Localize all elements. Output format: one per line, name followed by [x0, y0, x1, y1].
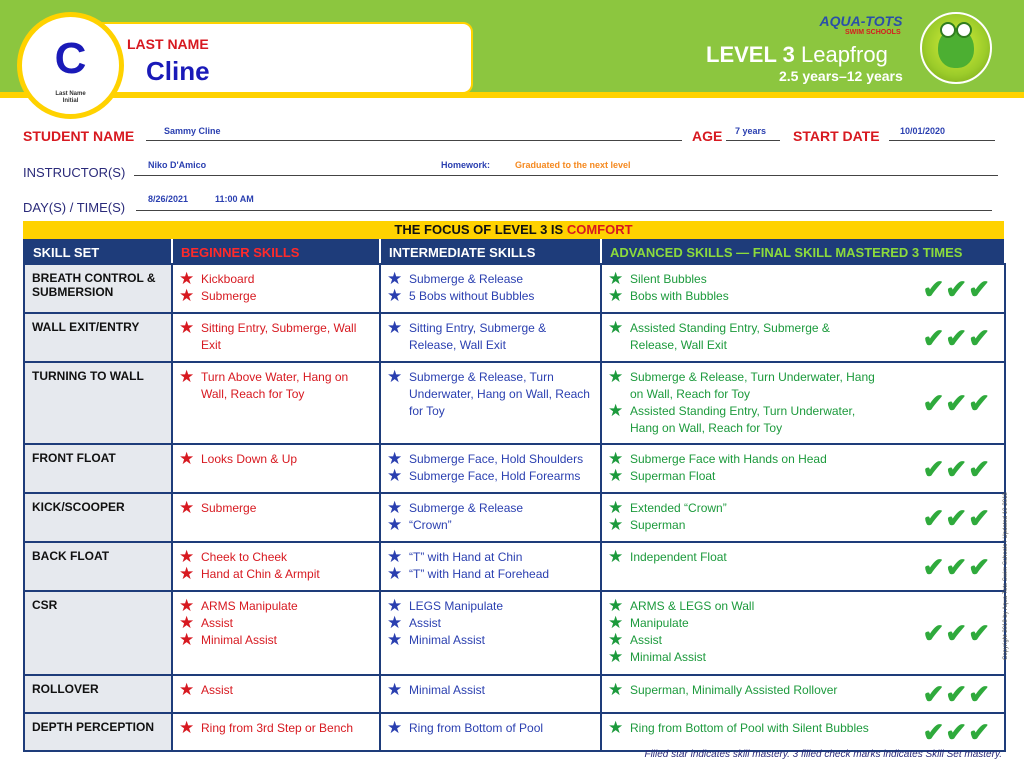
star-icon[interactable]: ★ — [608, 647, 624, 666]
table-row — [24, 444, 1005, 493]
advanced-skills-cell — [601, 444, 1005, 493]
skill-item-label: Manipulate — [630, 616, 689, 630]
check-mark-icon[interactable]: ✔ — [922, 502, 945, 533]
skill-item — [387, 369, 594, 420]
time-field[interactable]: 11:00 AM — [215, 194, 254, 204]
skill-item — [179, 615, 373, 632]
start-date-line — [889, 140, 995, 141]
skill-item-label: Superman, Minimally Assisted Rollover — [630, 683, 838, 697]
days-row — [23, 195, 125, 215]
star-icon[interactable]: ★ — [608, 613, 624, 632]
student-name-row — [23, 124, 134, 144]
star-icon[interactable]: ★ — [608, 449, 624, 468]
skill-item-label: Ring from 3rd Step or Bench — [201, 721, 354, 735]
skill-item — [387, 566, 594, 583]
table-row — [24, 675, 1005, 713]
intermediate-skills-cell — [380, 675, 601, 713]
focus-prefix: THE FOCUS OF LEVEL 3 IS — [394, 222, 564, 237]
student-name-label: STUDENT NAME — [23, 128, 135, 144]
skill-item-label: Independent Float — [630, 550, 727, 564]
skill-item — [179, 271, 373, 288]
skill-item — [608, 649, 878, 666]
check-mark-icon[interactable]: ✔ — [922, 388, 945, 418]
check-mark-icon[interactable]: ✔ — [922, 679, 945, 709]
skill-item-label: “T” with Hand at Forehead — [409, 567, 550, 581]
skill-item-label: Ring from Bottom of Pool — [409, 721, 544, 735]
star-icon[interactable]: ★ — [387, 498, 403, 517]
skill-item — [608, 288, 878, 305]
skill-item-label: Cheek to Cheek — [201, 550, 288, 564]
skill-item — [608, 451, 878, 468]
skill-item-label: Assisted Standing Entry, Turn Underwater, Hang on Wall, Reach for Toy — [630, 404, 856, 435]
mastery-checks — [922, 453, 990, 484]
star-icon[interactable]: ★ — [387, 449, 403, 468]
skill-item — [608, 271, 878, 288]
skill-item-label: Assist — [630, 633, 663, 647]
mastery-checks — [922, 719, 990, 745]
star-icon[interactable]: ★ — [608, 286, 624, 305]
check-mark-icon[interactable]: ✔ — [968, 388, 990, 418]
instructor-field[interactable]: Niko D'Amico — [148, 160, 207, 170]
skill-item-label: Extended “Crown” — [630, 501, 727, 515]
skill-item-label: Submerge Face, Hold Forearms — [409, 469, 581, 483]
skill-item — [179, 632, 373, 649]
instructor-row — [23, 160, 125, 180]
start-date-field[interactable]: 10/01/2020 — [900, 126, 946, 136]
skill-item-label: Submerge & Release, Turn Underwater, Hang on Wall, Reach for Toy — [630, 370, 875, 401]
skill-item-label: Sitting Entry, Submerge & Release, Wall Exit — [409, 321, 547, 352]
check-mark-icon[interactable]: ✔ — [922, 453, 945, 484]
star-icon[interactable]: ★ — [387, 630, 403, 649]
col-intermediate: INTERMEDIATE SKILLS — [380, 240, 601, 264]
star-icon[interactable]: ★ — [608, 547, 624, 566]
beginner-skills-cell — [172, 264, 380, 313]
intermediate-skills-cell — [380, 444, 601, 493]
skill-item — [608, 682, 878, 699]
star-icon[interactable]: ★ — [608, 596, 624, 615]
check-mark-icon[interactable]: ✔ — [922, 551, 945, 582]
day-field[interactable]: 8/26/2021 — [148, 194, 189, 204]
table-row — [24, 313, 1005, 362]
skill-item-label: Minimal Assist — [409, 683, 486, 697]
skill-item-label: ARMS Manipulate — [201, 599, 298, 613]
beginner-skills-cell — [172, 675, 380, 713]
skill-item — [608, 549, 878, 566]
star-icon[interactable]: ★ — [387, 547, 403, 566]
intermediate-skills-cell — [380, 264, 601, 313]
star-icon[interactable]: ★ — [179, 718, 195, 737]
skill-set-cell: BREATH CONTROL & SUBMERSION — [24, 264, 172, 313]
skill-item-label: Superman — [630, 518, 686, 532]
level-word: LEVEL 3 — [706, 42, 795, 67]
mastery-checks — [922, 322, 990, 353]
days-line — [136, 210, 992, 211]
mastery-checks — [922, 390, 990, 416]
skill-item — [608, 720, 878, 737]
skill-item-label: Assist — [201, 616, 234, 630]
skill-item — [387, 271, 594, 288]
skill-item-label: Looks Down & Up — [201, 452, 298, 466]
skill-item-label: Submerge — [201, 289, 257, 303]
check-mark-icon[interactable]: ✔ — [945, 388, 968, 418]
level-ages: 2.5 years–12 years — [779, 68, 903, 84]
level-title — [706, 42, 888, 68]
advanced-skills-cell — [601, 264, 1005, 313]
mastery-checks — [922, 620, 990, 646]
star-icon[interactable]: ★ — [179, 286, 195, 305]
skill-item — [387, 517, 594, 534]
star-icon[interactable]: ★ — [179, 680, 195, 699]
days-label: DAY(S) / TIME(S) — [23, 200, 126, 215]
table-row — [24, 591, 1005, 675]
beginner-skills-cell — [172, 313, 380, 362]
advanced-skills-cell — [601, 493, 1005, 542]
skill-item — [179, 451, 373, 468]
skill-item-label: “T” with Hand at Chin — [409, 550, 523, 564]
check-mark-icon[interactable]: ✔ — [922, 273, 945, 304]
skill-item — [608, 517, 878, 534]
check-mark-icon[interactable]: ✔ — [945, 322, 968, 353]
skill-item — [387, 500, 594, 517]
brand-logo: AQUA-TOTS — [819, 13, 903, 29]
last-name-value: Cline — [146, 56, 210, 86]
check-mark-icon[interactable]: ✔ — [945, 679, 968, 709]
star-icon[interactable]: ★ — [387, 367, 403, 386]
star-icon[interactable]: ★ — [179, 449, 195, 468]
star-icon[interactable]: ★ — [387, 269, 403, 288]
skill-item — [179, 500, 373, 517]
skill-set-cell: DEPTH PERCEPTION — [24, 713, 172, 751]
homework-label: Homework: — [441, 160, 491, 170]
star-icon[interactable]: ★ — [387, 680, 403, 699]
star-icon[interactable]: ★ — [608, 680, 624, 699]
check-mark-icon[interactable]: ✔ — [968, 453, 990, 484]
intermediate-skills-cell — [380, 362, 601, 444]
star-icon[interactable]: ★ — [387, 613, 403, 632]
star-icon[interactable]: ★ — [179, 564, 195, 583]
star-icon[interactable]: ★ — [608, 718, 624, 737]
student-name-field[interactable]: Sammy Cline — [164, 126, 221, 136]
col-advanced: ADVANCED SKILLS — FINAL SKILL MASTERED 3 TIMES — [601, 240, 1005, 264]
mastery-checks — [922, 681, 990, 707]
star-icon[interactable]: ★ — [387, 515, 403, 534]
skill-item — [608, 468, 878, 485]
skill-item-label: ARMS & LEGS on Wall — [630, 599, 755, 613]
star-icon[interactable]: ★ — [608, 367, 624, 386]
check-mark-icon[interactable]: ✔ — [968, 551, 990, 582]
instructor-line — [134, 175, 998, 176]
skill-item — [387, 598, 594, 615]
skills-table — [23, 239, 1006, 752]
star-icon[interactable]: ★ — [608, 269, 624, 288]
check-mark-icon[interactable]: ✔ — [968, 679, 990, 709]
skill-item-label: Submerge Face with Hands on Head — [630, 452, 827, 466]
skill-item-label: Turn Above Water, Hang on Wall, Reach for Toy — [201, 370, 349, 401]
table-row — [24, 713, 1005, 751]
skill-item — [608, 615, 878, 632]
star-icon[interactable]: ★ — [387, 564, 403, 583]
skill-item-label: Hand at Chin & Armpit — [201, 567, 320, 581]
check-mark-icon[interactable]: ✔ — [945, 502, 968, 533]
focus-banner — [23, 221, 1004, 239]
skill-item-label: Assist — [409, 616, 442, 630]
mastery-checks — [922, 551, 990, 582]
skill-item-label: Submerge — [201, 501, 257, 515]
star-icon[interactable]: ★ — [179, 630, 195, 649]
skill-item — [179, 549, 373, 566]
advanced-skills-cell — [601, 542, 1005, 591]
skill-item-label: Assist — [201, 683, 234, 697]
star-icon[interactable]: ★ — [387, 718, 403, 737]
skill-item-label: Silent Bubbles — [630, 272, 707, 286]
start-date-row — [793, 124, 880, 144]
mastery-checks — [922, 273, 990, 304]
skill-set-cell: BACK FLOAT — [24, 542, 172, 591]
initial-caption: Last Name Initial — [55, 91, 86, 104]
star-icon[interactable]: ★ — [608, 498, 624, 517]
skill-item — [387, 288, 594, 305]
last-name-box — [100, 22, 473, 94]
skill-item-label: Submerge & Release — [409, 272, 524, 286]
skill-item — [387, 615, 594, 632]
instructor-label: INSTRUCTOR(S) — [23, 165, 126, 180]
skill-item — [387, 320, 594, 354]
age-label: AGE — [692, 128, 723, 144]
star-icon[interactable]: ★ — [179, 547, 195, 566]
check-mark-icon[interactable]: ✔ — [922, 618, 945, 648]
skill-item — [608, 320, 878, 354]
col-skill-set: SKILL SET — [24, 240, 172, 264]
skill-item — [387, 468, 594, 485]
skill-set-cell: FRONT FLOAT — [24, 444, 172, 493]
beginner-skills-cell — [172, 542, 380, 591]
check-mark-icon[interactable]: ✔ — [945, 551, 968, 582]
skill-item — [387, 549, 594, 566]
skill-set-cell: TURNING TO WALL — [24, 362, 172, 444]
col-beginner: BEGINNER SKILLS — [172, 240, 380, 264]
check-mark-icon[interactable]: ✔ — [968, 322, 990, 353]
skill-item — [179, 720, 373, 737]
skill-item-label: Minimal Assist — [630, 650, 707, 664]
advanced-skills-cell — [601, 713, 1005, 751]
beginner-skills-cell — [172, 444, 380, 493]
skill-item — [179, 566, 373, 583]
check-mark-icon[interactable]: ✔ — [968, 273, 990, 304]
start-date-label: START DATE — [793, 128, 880, 144]
skill-item — [608, 500, 878, 517]
advanced-skills-cell — [601, 313, 1005, 362]
check-mark-icon[interactable]: ✔ — [968, 717, 990, 747]
initial-badge — [17, 12, 124, 119]
skill-item-label: Assisted Standing Entry, Submerge & Release, Wall Exit — [630, 321, 830, 352]
star-icon[interactable]: ★ — [608, 630, 624, 649]
check-mark-icon[interactable]: ✔ — [968, 618, 990, 648]
mastery-checks — [922, 502, 990, 533]
table-row — [24, 493, 1005, 542]
skill-item-label: Sitting Entry, Submerge, Wall Exit — [201, 321, 357, 352]
skill-item-label: Minimal Assist — [201, 633, 278, 647]
table-row — [24, 542, 1005, 591]
star-icon[interactable]: ★ — [179, 318, 195, 337]
skill-item — [608, 598, 878, 615]
star-icon[interactable]: ★ — [179, 367, 195, 386]
intermediate-skills-cell — [380, 313, 601, 362]
copyright-note: Copyright 2018 by Aqua-Tots Swim Schools / Updated 10-2018 — [1003, 492, 1009, 660]
skill-item — [608, 403, 878, 437]
beginner-skills-cell — [172, 493, 380, 542]
initial-letter: C — [54, 34, 87, 83]
skill-item-label: Bobs with Bubbles — [630, 289, 729, 303]
last-name-label: LAST NAME — [127, 36, 209, 52]
skill-item — [179, 369, 373, 403]
star-icon[interactable]: ★ — [608, 401, 624, 420]
skill-item-label: 5 Bobs without Bubbles — [409, 289, 535, 303]
skill-item — [179, 682, 373, 699]
star-icon[interactable]: ★ — [387, 466, 403, 485]
check-mark-icon[interactable]: ✔ — [968, 502, 990, 533]
focus-word: COMFORT — [566, 222, 633, 237]
beginner-skills-cell — [172, 591, 380, 675]
star-icon[interactable]: ★ — [387, 286, 403, 305]
skill-item — [608, 369, 878, 403]
skill-item — [387, 720, 594, 737]
skill-item — [179, 320, 373, 354]
age-row — [692, 124, 722, 144]
intermediate-skills-cell — [380, 591, 601, 675]
advanced-skills-cell — [601, 362, 1005, 444]
star-icon[interactable]: ★ — [179, 596, 195, 615]
frog-mascot-icon — [920, 12, 992, 84]
intermediate-skills-cell — [380, 713, 601, 751]
skill-item-label: Minimal Assist — [409, 633, 486, 647]
table-row — [24, 264, 1005, 313]
advanced-skills-cell — [601, 591, 1005, 675]
skill-item-label: LEGS Manipulate — [409, 599, 504, 613]
advanced-skills-cell — [601, 675, 1005, 713]
level-name: Leapfrog — [800, 42, 888, 67]
intermediate-skills-cell — [380, 493, 601, 542]
age-field[interactable]: 7 years — [735, 126, 767, 136]
star-icon[interactable]: ★ — [608, 466, 624, 485]
intermediate-skills-cell — [380, 542, 601, 591]
skill-item — [387, 451, 594, 468]
star-icon[interactable]: ★ — [387, 318, 403, 337]
skill-item-label: “Crown” — [409, 518, 452, 532]
skill-item — [179, 598, 373, 615]
footer-note: Filled star indicates skill mastery. 3 filled check marks indicates Skill Set mastery. — [644, 749, 1002, 760]
check-mark-icon[interactable]: ✔ — [945, 717, 968, 747]
star-icon[interactable]: ★ — [387, 596, 403, 615]
check-mark-icon[interactable]: ✔ — [945, 453, 968, 484]
homework-field[interactable]: Graduated to the next level — [515, 160, 631, 170]
skill-item-label: Superman Float — [630, 469, 716, 483]
skill-item — [608, 632, 878, 649]
skill-set-cell: ROLLOVER — [24, 675, 172, 713]
star-icon[interactable]: ★ — [179, 613, 195, 632]
age-line — [726, 140, 780, 141]
skill-item-label: Kickboard — [201, 272, 255, 286]
beginner-skills-cell — [172, 362, 380, 444]
check-mark-icon[interactable]: ✔ — [945, 273, 968, 304]
skill-item-label: Submerge & Release — [409, 501, 524, 515]
check-mark-icon[interactable]: ✔ — [922, 322, 945, 353]
star-icon[interactable]: ★ — [179, 269, 195, 288]
skill-item — [179, 288, 373, 305]
skill-item-label: Submerge Face, Hold Shoulders — [409, 452, 584, 466]
skill-item — [387, 632, 594, 649]
skill-item — [387, 682, 594, 699]
brand-sub: SWIM SCHOOLS — [845, 29, 901, 36]
skill-item-label: Ring from Bottom of Pool with Silent Bubbles — [630, 721, 869, 735]
star-icon[interactable]: ★ — [608, 318, 624, 337]
check-mark-icon[interactable]: ✔ — [945, 618, 968, 648]
skill-item-label: Submerge & Release, Turn Underwater, Hang on Wall, Reach for Toy — [409, 370, 590, 418]
student-name-line — [146, 140, 682, 141]
check-mark-icon[interactable]: ✔ — [922, 717, 945, 747]
beginner-skills-cell — [172, 713, 380, 751]
star-icon[interactable]: ★ — [608, 515, 624, 534]
table-row — [24, 362, 1005, 444]
star-icon[interactable]: ★ — [179, 498, 195, 517]
skill-set-cell: CSR — [24, 591, 172, 675]
skill-set-cell: KICK/SCOOPER — [24, 493, 172, 542]
skill-set-cell: WALL EXIT/ENTRY — [24, 313, 172, 362]
